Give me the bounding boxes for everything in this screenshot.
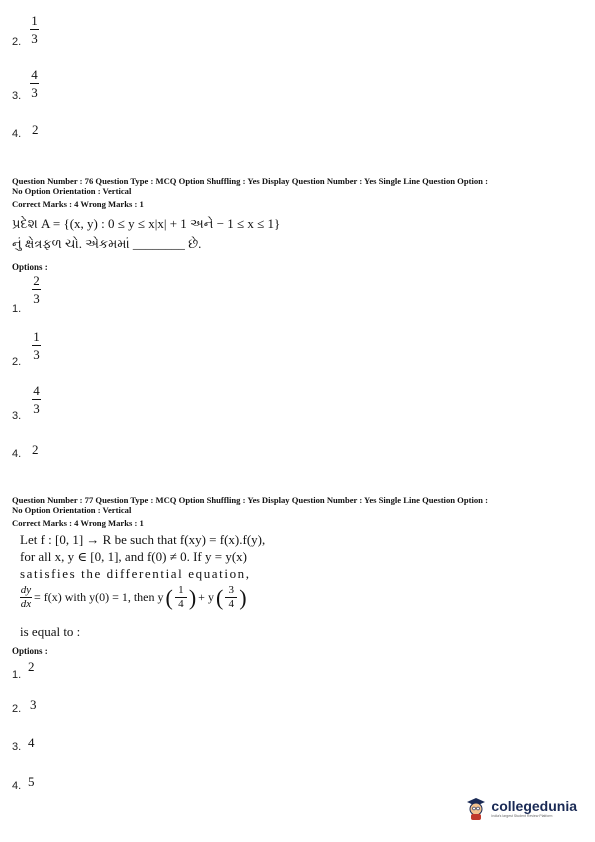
q77-options-label: Options : bbox=[12, 646, 48, 656]
option-value: 4 bbox=[28, 735, 35, 750]
dy: dy bbox=[20, 584, 32, 596]
option-fraction bbox=[32, 274, 41, 305]
denominator: 3 bbox=[31, 31, 38, 46]
denominator: 3 bbox=[33, 401, 40, 416]
option-value: 2 bbox=[32, 122, 39, 137]
q77-meta-line2: No Option Orientation : Vertical bbox=[12, 505, 132, 515]
option-number: 1. bbox=[12, 303, 22, 315]
option-value: 2 bbox=[32, 442, 39, 457]
numerator: 1 bbox=[178, 584, 184, 596]
logo-name: collegedunia bbox=[491, 798, 577, 814]
fraction-bar bbox=[30, 83, 39, 84]
q76-meta-line1: Question Number : 76 Question Type : MCQ Option Shuffling : Yes Display Question Number : Yes Single Line Question Option : bbox=[12, 176, 488, 186]
option-number: 2. bbox=[12, 356, 22, 368]
option-number: 1. bbox=[12, 669, 22, 681]
q77-marks: Correct Marks : 4 Wrong Marks : 1 bbox=[12, 518, 144, 528]
option-number: 4. bbox=[12, 448, 22, 460]
plus-y: + y bbox=[198, 590, 214, 604]
graduate-mascot-icon bbox=[465, 796, 487, 820]
fraction-bar bbox=[32, 399, 41, 400]
dy-dx-fraction bbox=[20, 585, 32, 610]
q77-meta bbox=[12, 495, 587, 515]
option-number: 2. bbox=[12, 36, 22, 48]
q77-text-line1: Let f : [0, 1] → R be such that f(xy) = f(x).f(y), bbox=[20, 532, 266, 547]
option-number: 3. bbox=[12, 741, 22, 753]
denominator: 3 bbox=[33, 347, 40, 362]
numerator: 4 bbox=[31, 67, 38, 82]
numerator: 2 bbox=[33, 273, 40, 288]
q76-text-line1: પ્રદેશ A = {(x, y) : 0 ≤ y ≤ x|x| + 1 અને − 1 ≤ x ≤ 1} bbox=[12, 216, 281, 231]
q77-meta-line1: Question Number : 77 Question Type : MCQ Option Shuffling : Yes Display Question Number : Yes Single Line Question Option : bbox=[12, 495, 488, 505]
option-fraction bbox=[30, 14, 39, 45]
fraction-bar bbox=[30, 29, 39, 30]
option-value: 3 bbox=[30, 697, 37, 712]
q76-meta-line2: No Option Orientation : Vertical bbox=[12, 186, 132, 196]
fraction-bar bbox=[32, 289, 41, 290]
q77-text-line2: for all x, y ∈ [0, 1], and f(0) ≠ 0. If y = y(x) bbox=[20, 549, 247, 564]
q77-text-line5: is equal to : bbox=[20, 624, 81, 639]
option-fraction bbox=[32, 330, 41, 361]
denominator: 4 bbox=[228, 598, 235, 610]
dx: dx bbox=[20, 598, 32, 610]
option-fraction bbox=[30, 68, 39, 99]
option-value: 5 bbox=[28, 774, 35, 789]
q76-text-line2: નું ક્ષેત્રફળ ચો. એકમમાં ________ છે. bbox=[12, 236, 202, 251]
equation-middle: = f(x) with y(0) = 1, then y bbox=[34, 590, 164, 604]
denominator: 4 bbox=[178, 598, 184, 610]
right-paren: ) bbox=[188, 584, 197, 610]
q77-equation bbox=[20, 585, 247, 610]
q76-meta bbox=[12, 176, 587, 196]
left-paren: ( bbox=[215, 584, 224, 610]
q76-marks: Correct Marks : 4 Wrong Marks : 1 bbox=[12, 199, 144, 209]
left-paren: ( bbox=[165, 584, 173, 610]
right-paren: ) bbox=[239, 584, 247, 610]
option-fraction bbox=[32, 384, 41, 415]
denominator: 3 bbox=[33, 291, 40, 306]
logo-tagline: India's largest Student Review Platform bbox=[491, 814, 553, 818]
option-number: 2. bbox=[12, 703, 22, 715]
three-quarter-fraction bbox=[225, 585, 237, 610]
option-number: 3. bbox=[12, 410, 22, 422]
option-number: 4. bbox=[12, 780, 22, 792]
numerator: 4 bbox=[33, 383, 40, 398]
numerator: 1 bbox=[31, 13, 38, 28]
option-value: 2 bbox=[28, 659, 35, 674]
numerator: 3 bbox=[228, 584, 235, 596]
option-number: 3. bbox=[12, 90, 22, 102]
q76-options-label: Options : bbox=[12, 262, 48, 272]
option-number: 4. bbox=[12, 128, 22, 140]
quarter-fraction bbox=[175, 585, 187, 610]
collegedunia-logo bbox=[465, 796, 577, 820]
q77-text-line3: satisfies the differential equation, bbox=[20, 566, 251, 581]
fraction-bar bbox=[32, 345, 41, 346]
numerator: 1 bbox=[33, 329, 40, 344]
denominator: 3 bbox=[31, 85, 38, 100]
